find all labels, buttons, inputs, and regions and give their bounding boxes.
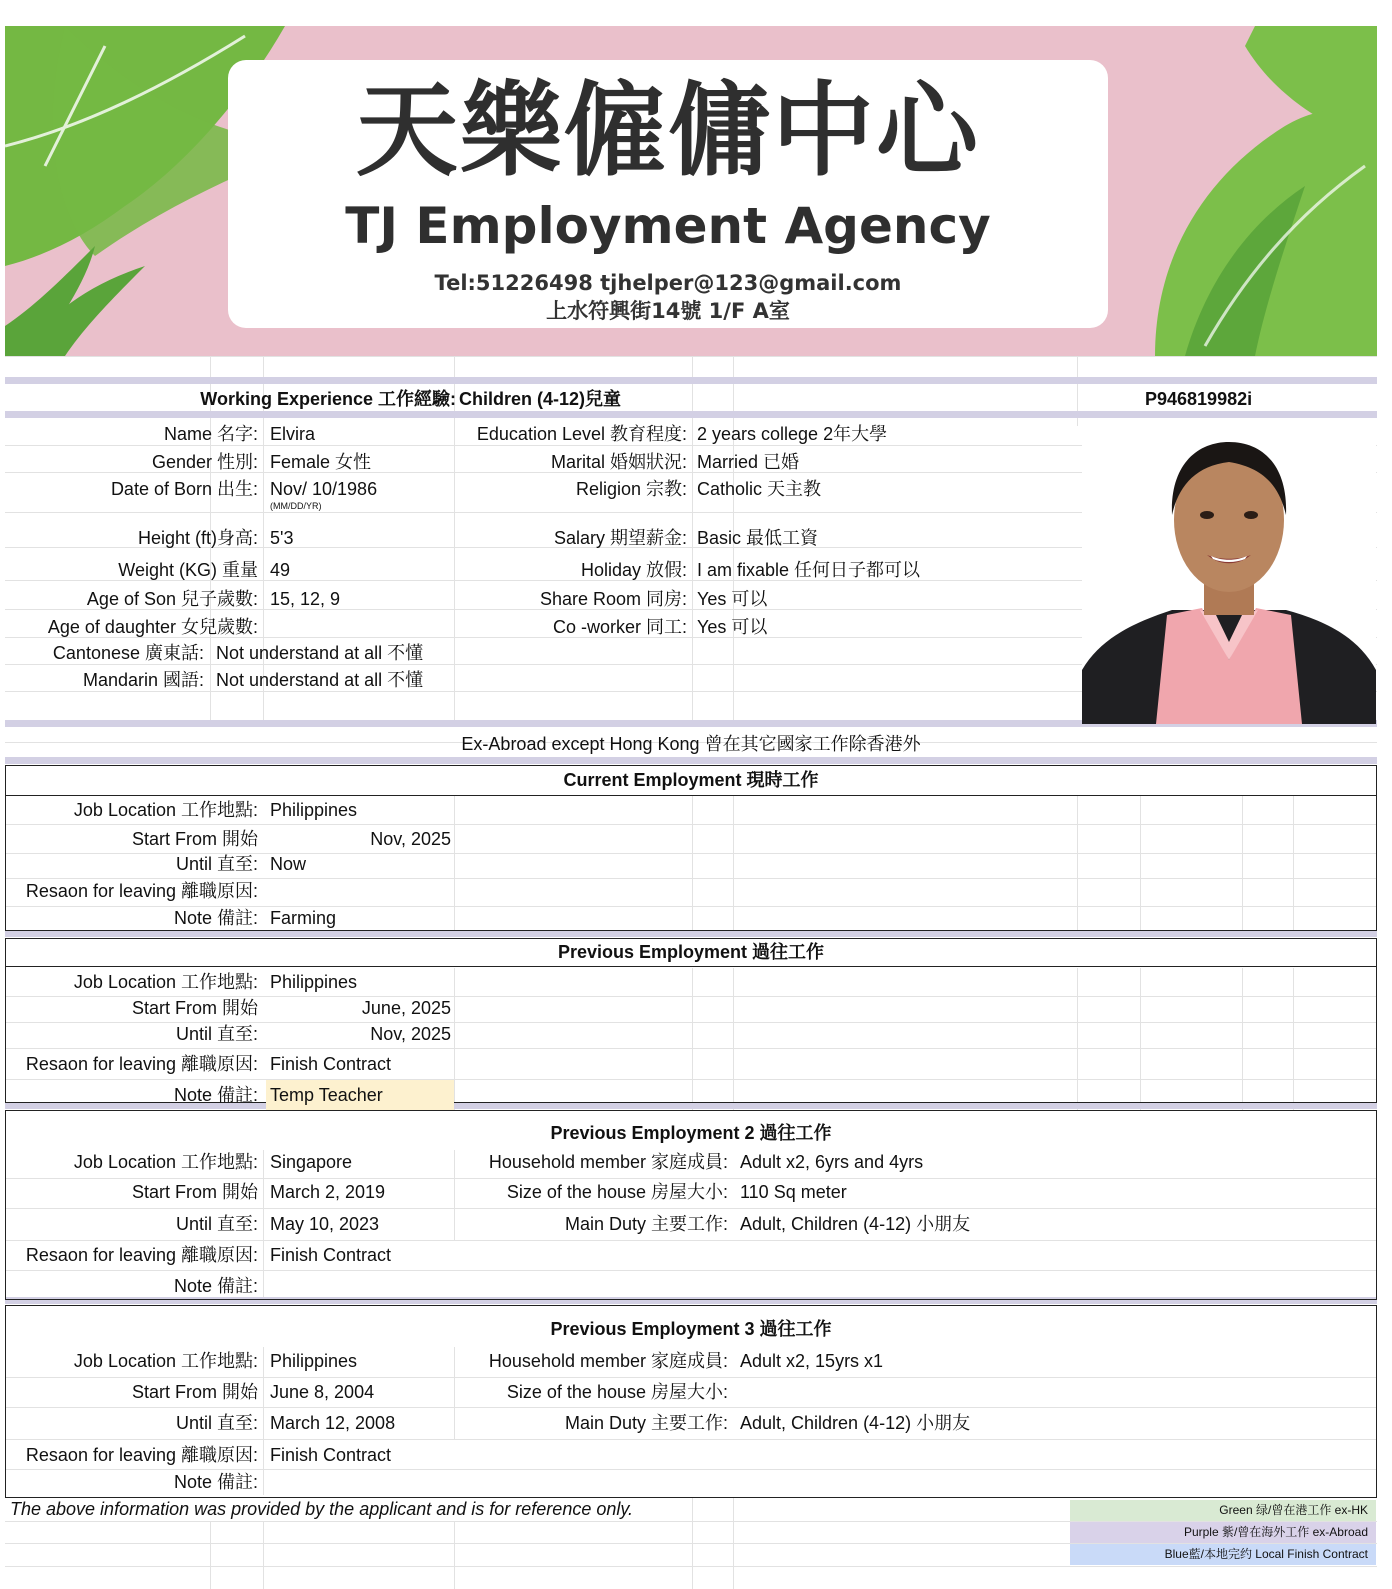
previous3-reason-label: Resaon for leaving 離職原因: bbox=[25, 1445, 258, 1465]
previous2-until-value: May 10, 2023 bbox=[270, 1214, 380, 1234]
cantonese-label: Cantonese 廣東話: bbox=[52, 643, 204, 663]
previous2-reason-value: Finish Contract bbox=[270, 1245, 392, 1265]
weight-value: 49 bbox=[270, 560, 291, 580]
name-label: Name 名字: bbox=[163, 424, 258, 444]
previous3-house-size-label: Size of the house 房屋大小: bbox=[506, 1382, 728, 1402]
previous2-note-label: Note 備註: bbox=[173, 1276, 258, 1296]
previous3-reason-value: Finish Contract bbox=[270, 1445, 392, 1465]
agency-chinese-name: 天樂僱傭中心 bbox=[356, 72, 980, 191]
previous1-until-value: Nov, 2025 bbox=[370, 1024, 451, 1044]
current-start-label: Start From 開始 bbox=[131, 829, 258, 849]
current-start-value: Nov, 2025 bbox=[370, 829, 451, 849]
previous2-reason-label: Resaon for leaving 離職原因: bbox=[25, 1245, 258, 1265]
previous2-house-size-value: 110 Sq meter bbox=[740, 1182, 847, 1202]
reference-code: P946819982i bbox=[1145, 389, 1253, 409]
weight-label: Weight (KG) 重量 bbox=[118, 560, 258, 580]
previous2-household-value: Adult x2, 6yrs and 4yrs bbox=[740, 1152, 924, 1172]
salary-value: Basic 最低工資 bbox=[697, 528, 819, 548]
previous-employment-2-title: Previous Employment 2 過往工作 bbox=[550, 1123, 832, 1143]
previous1-until-label: Until 直至: bbox=[175, 1024, 258, 1044]
marital-label: Marital 婚姻狀況: bbox=[550, 452, 687, 472]
previous2-duty-value: Adult, Children (4-12) 小朋友 bbox=[740, 1214, 971, 1234]
current-note-value: Farming bbox=[270, 908, 337, 928]
ex-abroad-note: Ex-Abroad except Hong Kong 曾在其它國家工作除香港外 bbox=[461, 734, 921, 754]
education-label: Education Level 教育程度: bbox=[476, 424, 687, 444]
holiday-label: Holiday 放假: bbox=[580, 560, 687, 580]
divider-band bbox=[5, 930, 1377, 937]
current-until-value: Now bbox=[270, 854, 307, 874]
previous2-location-value: Singapore bbox=[270, 1152, 353, 1172]
previous3-until-label: Until 直至: bbox=[175, 1413, 258, 1433]
previous2-start-value: March 2, 2019 bbox=[270, 1182, 386, 1202]
working-experience-label: Working Experience 工作經驗: bbox=[200, 389, 456, 409]
divider-band bbox=[5, 757, 1377, 764]
height-label: Height (ft)身高: bbox=[137, 528, 258, 548]
previous-employment-3-title: Previous Employment 3 過往工作 bbox=[550, 1319, 832, 1339]
current-employment-title: Current Employment 現時工作 bbox=[563, 770, 819, 790]
working-experience-value: Children (4-12)兒童 bbox=[459, 389, 622, 409]
previous3-until-value: March 12, 2008 bbox=[270, 1413, 396, 1433]
previous2-duty-label: Main Duty 主要工作: bbox=[564, 1214, 728, 1234]
previous1-note-value: Temp Teacher bbox=[270, 1085, 383, 1105]
current-location-label: Job Location 工作地點: bbox=[73, 800, 258, 820]
coworker-value: Yes 可以 bbox=[697, 617, 768, 637]
previous-employment-title: Previous Employment 過往工作 bbox=[557, 942, 825, 962]
name-value: Elvira bbox=[270, 424, 316, 444]
previous2-location-label: Job Location 工作地點: bbox=[73, 1152, 258, 1172]
mandarin-value: Not understand at all 不懂 bbox=[216, 670, 424, 690]
previous1-reason-label: Resaon for leaving 離職原因: bbox=[25, 1054, 258, 1074]
religion-label: Religion 宗教: bbox=[575, 479, 687, 499]
current-reason-label: Resaon for leaving 離職原因: bbox=[25, 881, 258, 901]
dob-format-hint: (MM/DD/YR) bbox=[270, 501, 322, 511]
previous1-location-label: Job Location 工作地點: bbox=[73, 972, 258, 992]
previous2-until-label: Until 直至: bbox=[175, 1214, 258, 1234]
previous3-note-label: Note 備註: bbox=[173, 1472, 258, 1492]
previous3-duty-value: Adult, Children (4-12) 小朋友 bbox=[740, 1413, 971, 1433]
agency-address: 上水符興街14號 1/F A室 bbox=[546, 299, 790, 323]
coworker-label: Co -worker 同工: bbox=[552, 617, 687, 637]
previous1-location-value: Philippines bbox=[270, 972, 358, 992]
applicant-photo bbox=[1082, 420, 1376, 724]
divider-band bbox=[5, 377, 1377, 384]
gender-label: Gender 性別: bbox=[151, 452, 258, 472]
previous3-start-value: June 8, 2004 bbox=[270, 1382, 375, 1402]
gender-value: Female 女性 bbox=[270, 452, 372, 472]
current-note-label: Note 備註: bbox=[173, 908, 258, 928]
previous1-start-label: Start From 開始 bbox=[131, 998, 258, 1018]
previous1-note-label: Note 備註: bbox=[173, 1085, 258, 1105]
holiday-value: I am fixable 任何日子都可以 bbox=[697, 560, 921, 580]
legend-green: Green 绿/曾在港工作 ex-HK bbox=[1070, 1500, 1376, 1521]
disclaimer: The above information was provided by the applicant and is for reference only. bbox=[10, 1499, 634, 1519]
share-room-label: Share Room 同房: bbox=[539, 589, 687, 609]
legend-purple: Purple 紫/曾在海外工作 ex-Abroad bbox=[1070, 1522, 1376, 1543]
previous3-location-value: Philippines bbox=[270, 1351, 358, 1371]
son-age-value: 15, 12, 9 bbox=[270, 589, 341, 609]
son-age-label: Age of Son 兒子歲數: bbox=[86, 589, 258, 609]
cantonese-value: Not understand at all 不懂 bbox=[216, 643, 424, 663]
dob-value: Nov/ 10/1986 bbox=[270, 479, 378, 499]
agency-english-name: TJ Employment Agency bbox=[345, 197, 991, 255]
daughter-age-label: Age of daughter 女兒歲數: bbox=[47, 617, 258, 637]
previous3-household-label: Household member 家庭成員: bbox=[488, 1351, 728, 1371]
education-value: 2 years college 2年大學 bbox=[697, 424, 888, 444]
current-location-value: Philippines bbox=[270, 800, 358, 820]
salary-label: Salary 期望薪金: bbox=[553, 528, 687, 548]
current-until-label: Until 直至: bbox=[175, 854, 258, 874]
previous2-start-label: Start From 開始 bbox=[131, 1182, 258, 1202]
previous3-location-label: Job Location 工作地點: bbox=[73, 1351, 258, 1371]
divider-band bbox=[5, 411, 1377, 418]
marital-value: Married 已婚 bbox=[697, 452, 800, 472]
dob-label: Date of Born 出生: bbox=[110, 479, 258, 499]
previous1-start-value: June, 2025 bbox=[361, 998, 451, 1018]
mandarin-label: Mandarin 國語: bbox=[82, 670, 204, 690]
religion-value: Catholic 天主教 bbox=[697, 479, 822, 499]
legend-blue: Blue藍/本地完约 Local Finish Contract bbox=[1070, 1544, 1376, 1565]
previous3-start-label: Start From 開始 bbox=[131, 1382, 258, 1402]
previous3-duty-label: Main Duty 主要工作: bbox=[564, 1413, 728, 1433]
share-room-value: Yes 可以 bbox=[697, 589, 768, 609]
agency-contact: Tel:51226498 tjhelper@123@gmail.com bbox=[434, 271, 902, 295]
height-value: 5'3 bbox=[270, 528, 294, 548]
previous1-reason-value: Finish Contract bbox=[270, 1054, 392, 1074]
previous3-household-value: Adult x2, 15yrs x1 bbox=[740, 1351, 884, 1371]
previous2-household-label: Household member 家庭成員: bbox=[488, 1152, 728, 1172]
previous2-house-size-label: Size of the house 房屋大小: bbox=[506, 1182, 728, 1202]
